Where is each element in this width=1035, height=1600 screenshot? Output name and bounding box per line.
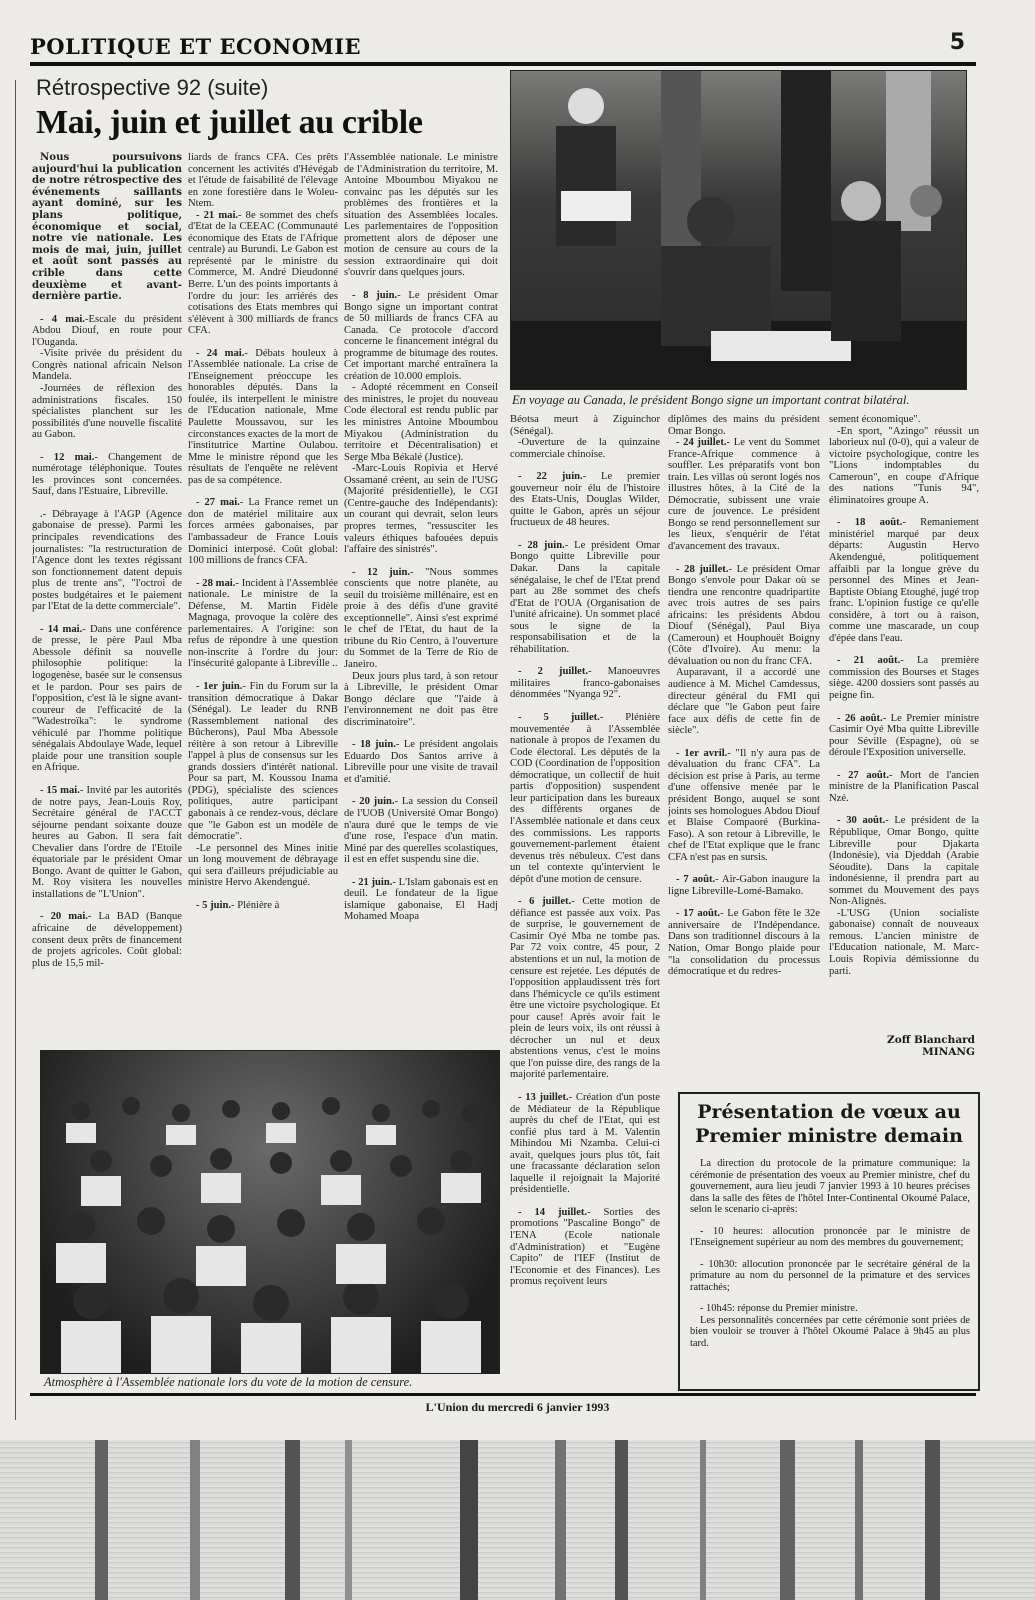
entry-text: - La première commission des Bourses et Stages siège. 4200 dossiers sont passés au peigne fin. — [829, 655, 979, 702]
article-paragraph — [188, 843, 338, 889]
entry-text: La direction du protocole de la primature communique: la cérémonie de présentation des voeux au Premier ministre, chef du gouvernement, aura lieu jeudi 7 janvier 1993 à 10 heures précises dans la salle des fêtes de l'hôtel Inter-Continental Okoumé Palace, selon le scenario ci-après: — [690, 1158, 970, 1215]
entry-text: - 10 heures: allocution prononcée par le ministre de l'Enseignement supérieur au nom des membres du gouvernement; — [690, 1225, 970, 1248]
byline-surname: MINANG — [922, 1046, 975, 1058]
article-paragraph — [344, 463, 498, 555]
article-column-3 — [344, 152, 498, 1050]
entry-text: - Adopté récemment en Conseil des ministres, le projet du nouveau Code électoral est rendu public par les ministres Antoine Mboumbou Miyakou (Administration du territoire et Décentralisation) et Serge Mba Békalé (Justice). — [344, 382, 498, 463]
article-paragraph — [829, 426, 979, 507]
entry-text: .- Débrayage à l'AGP (Agence gabonaise de presse). Parmi les principales revendications des journalistes: "la restructuration de l'Agence dont les textes régissant son fonctionnement datent depuis plus de trente ans", "l'octroi de postes budgétaires et le paiement par l'Etat de la dette commerciale". — [32, 508, 182, 613]
article-paragraph — [829, 815, 979, 907]
entry-date: - 30 août. — [837, 815, 886, 827]
announcement-title-line-2: Premier ministre demain — [695, 1125, 963, 1147]
entry-text: sement économique". — [829, 414, 921, 425]
announcement-box — [678, 1092, 980, 1391]
entry-text: -Ouverture de la quinzaine commerciale chinoise. — [510, 437, 660, 460]
entry-date: - 20 juin. — [352, 796, 395, 808]
entry-text: - Remaniement ministériel marqué par deux départs: Augustin Hervo Akendengué, politiquement affaibli par la longue grève du personnel des Mines et Jean-Baptiste Obiang Etoughé, jugé trop franc. L'opinion fustige ce qu'elle considère, à tort ou à raison, comme une mascarade, un coup d'épée dans l'eau. — [829, 517, 979, 644]
entry-text: - Manoeuvres militaires franco-gabonaises dénommées "Nyanga 92". — [510, 666, 660, 701]
entry-text: Béotsa meurt à Ziguinchor (Sénégal). — [510, 414, 660, 437]
entry-text: - Plénière à — [231, 899, 280, 911]
article-paragraph — [510, 414, 660, 437]
bottom-rule — [30, 1393, 976, 1396]
entry-date: - 5 juillet. — [518, 712, 600, 724]
entry-date: - 24 mai. — [196, 347, 245, 359]
photo-caption-top: En voyage au Canada, le président Bongo signe un important contrat bilatéral. — [512, 393, 910, 407]
article-paragraph — [668, 908, 820, 977]
article-paragraph — [668, 564, 820, 668]
page-number: 5 — [949, 30, 965, 55]
article-paragraph — [344, 877, 498, 923]
article-paragraph — [829, 713, 979, 759]
announcement-paragraph — [690, 1158, 970, 1216]
article-headline: Mai, juin et juillet au crible — [36, 104, 423, 141]
article-paragraph — [510, 712, 660, 885]
entry-text: - Le Premier ministre Casimir Oyé Mba quitte Libreville pour Séville (Espagne), où se déroule l'Exposition universelle. — [829, 712, 979, 759]
entry-text: - "Il n'y aura pas de dévaluation du franc CFA". La décision est prise à Paris, au terme d'une offensive menée par le président Bongo, auquel se sont joints ses homologues Abdou Diouf et Blaise Compaoré (Burkina-Faso). A son retour à Libreville, le chef de l'Etat explique que le franc CFA n'est pas en sursis. — [668, 747, 820, 863]
article-paragraph — [188, 681, 338, 843]
entry-text: - Le président Omar Bongo quitte Libreville pour Dakar. Dans la capitale sénégalaise, le chef de l'Etat prend part au 28e sommet des chefs d'Etat de l'OUA (Organisation de l'unité africaine). Un sommet placé sous le signe de la responsabilisation et de la réhabilitation. — [510, 539, 660, 655]
announcement-paragraph — [690, 1303, 970, 1315]
entry-text: - Le président Omar Bongo signe un important contrat de 50 milliards de francs CFA au Canada. Ce protocole d'accord concerne le financement intégral du programme de bitumage des routes. Cet important marché entraînera la création de 10.000 emplois. — [344, 290, 498, 382]
top-rule — [30, 62, 976, 66]
entry-text: - 10h30: allocution prononcée par le secrétaire général de la primature au nom du personnel de la primature et des services rattachés; — [690, 1258, 970, 1293]
article-column-4 — [510, 414, 660, 1394]
article-column-6 — [829, 414, 979, 1034]
entry-text: -Journées de réflexion des administrations fiscales. 150 spécialistes planchent sur les possibilités d'une nouvelle fiscalité au Gabon. — [32, 383, 182, 441]
entry-text: - La BAD (Banque africaine de développement) consent deux prêts de financement de projets agricoles. Coût global: plus de 15,5 mil- — [32, 911, 182, 969]
photo-caption-bottom: Atmosphère à l'Assemblée nationale lors du vote de la motion de censure. — [44, 1375, 413, 1389]
entry-date: - 13 juillet. — [518, 1091, 569, 1103]
article-paragraph — [510, 666, 660, 701]
article-paragraph — [32, 452, 182, 498]
article-paragraph — [829, 655, 979, 701]
entry-date: - 14 mai. — [40, 623, 83, 635]
entry-text: liards de francs CFA. Ces prêts concernent les activités d'Hévégab et l'étude de faisabilité de l'élevage en zone forestière dans le Woleu-Ntem. — [188, 152, 338, 210]
entry-text: Auparavant, il a accordé une audience à M. Michel Camdessus, directeur général du FMI qui déclare que "le Gabon peut faire face aux défis de cette fin de siècle". — [668, 667, 820, 737]
entry-text: diplômes des mains du président Omar Bongo. — [668, 414, 820, 437]
entry-text: - Fin du Forum sur la transition démocratique à Dakar (Sénégal). Le leader du RNB (Rassemblement national des Bûcherons), Paul Mba Abessole réitère à son retour à Libreville l'appel à plus de consensus sur les grands dossiers d'intérêt national. Pour sa part, M. Koussou Inama (PDG), spécialiste des sciences politiques, autre participant gabonais à ce rendez-vous, déclare que "le Gabon est un modèle de démocratie". — [188, 680, 338, 843]
article-byline — [860, 1034, 975, 1058]
margin-line — [15, 80, 16, 1420]
article-paragraph — [510, 540, 660, 655]
entry-date: - 8 juin. — [352, 290, 398, 302]
entry-date: - 2 juillet. — [518, 666, 589, 678]
article-paragraph — [510, 437, 660, 460]
article-paragraph — [188, 578, 338, 670]
entry-text: - Création d'un poste de Médiateur de la République auprès du chef de l'Etat, qui est confié plus tard à M. Valentin Mihindou Mi Nzamba. Celui-ci avait, quelques jours plus tôt, fait une fracassante déclaration selon laquelle il rejoignait la Majorité présidentielle. — [510, 1091, 660, 1196]
article-kicker: Rétrospective 92 (suite) — [36, 75, 269, 100]
entry-date: - 21 août. — [837, 655, 901, 667]
article-paragraph — [188, 348, 338, 487]
photo-national-assembly-image — [41, 1051, 499, 1373]
entry-text: l'Assemblée nationale. Le ministre de l'Administration du territoire, M. Antoine Mboumbou Miyakou ne convainc pas les députés sur les problèmes des frontières et la situation des Assemblées locales. Les parlementaires de l'opposition promettent alors de déposer une motion de censure au cours de la session extraordinaire qui doit s'ouvrir dans quelques jours. — [344, 152, 498, 279]
entry-date: - 28 juin. — [518, 539, 565, 551]
byline-name: Zoff Blanchard — [887, 1034, 975, 1046]
entry-date: - 14 juillet. — [518, 1206, 588, 1218]
entry-text: -Le personnel des Mines initie un long mouvement de débrayage qui sera d'ailleurs préjudiciable au ministre Hervo Akendengué. — [188, 842, 338, 889]
entry-text: - 10h45: réponse du Premier ministre. — [700, 1303, 858, 1314]
article-paragraph — [32, 383, 182, 441]
photo-contract-signing-image — [511, 71, 966, 389]
article-paragraph — [668, 667, 820, 736]
entry-date: - 12 mai. — [40, 451, 95, 463]
entry-text: - Le président Omar Bongo s'envole pour Dakar où se tiendra une rencontre quadripartite avec trois autres de ses pairs africains: les présidents Abdou Diouf (Sénégal), Paul Biya (Cameroun) et Houphouët Boigny (Côte d'Ivoire). Au menu: la dévaluation ou non du franc CFA. — [668, 563, 820, 667]
entry-date: - 5 juin. — [196, 899, 232, 911]
article-column-2 — [188, 152, 338, 1047]
entry-text: - Sorties des promotions "Pascaline Bongo" de l'ENA (Ecole nationale d'Administration) et "Eugène Capito" de l'IEF (Institut de l'Economie et des Finances). Les promus reçoivent leurs — [510, 1206, 660, 1288]
entry-date: - 26 août. — [837, 712, 883, 724]
announcement-paragraph — [690, 1315, 970, 1350]
article-paragraph — [188, 900, 338, 912]
entry-text: -Marc-Louis Ropivia et Hervé Ossamané créent, au sein de l'USG (Majorité présidentielle), le CGI (Centre-gauche des Indépendants): un courant qui devrait, selon leurs propres termes, "ressusciter les valeurs éthiques bafouées depuis l'affaire des sinistrés". — [344, 463, 498, 556]
entry-text: - Changement de numérotage téléphonique. Toutes les provinces sont concernées. Sauf, dans l'Estuaire, Libreville. — [32, 451, 182, 498]
entry-text: -Visite privée du président du Congrès national africain Nelson Mandela. — [32, 348, 182, 383]
entry-text: - Le premier gouverneur noir élu de l'histoire des Etats-Unis, Douglas Wilder, quitte le Gabon, après un séjour fructueux de 48 heures. — [510, 471, 660, 529]
announcement-paragraph — [690, 1226, 970, 1249]
announcement-paragraph — [690, 1259, 970, 1294]
footer-dateline: L'Union du mercredi 6 janvier 1993 — [425, 1400, 610, 1414]
entry-text: - La session du Conseil de l'UOB (Université Omar Bongo) n'aura duré que le temps de vie d'une rose, l'espace d'un matin. Miné par des querelles scolastiques, il est en effet suspendu sine die. — [344, 796, 498, 866]
entry-date: - 17 août. — [676, 908, 721, 920]
article-paragraph — [829, 517, 979, 644]
entry-date: - 6 juillet. — [518, 896, 572, 908]
article-paragraph — [668, 437, 820, 552]
article-paragraph — [510, 1207, 660, 1288]
entry-text: - Dans une conférence de presse, le père Paul Mba Abessole définit sa nouvelle philosophie politique: la logogenèse, basée sur le consensus et le pardon. Pour ses pairs de l'opposition, c'est là le signe avant-coureur de l'efficacité de la "Wadestroïka": le syndrome véhiculé par l'homme politique sénégalais Abdoulaye Wade, lequel plaide pour une transition souple en Afrique. — [32, 623, 182, 774]
article-paragraph — [668, 748, 820, 863]
article-paragraph — [32, 152, 182, 303]
article-paragraph — [668, 874, 820, 897]
entry-text: Deux jours plus tard, à son retour à Libreville, le président Omar Bongo déclare que "l'aide à l'environnement ne doit pas être discriminatoire". — [344, 670, 498, 728]
article-paragraph — [668, 414, 820, 437]
entry-date: - 21 juin. — [352, 876, 393, 888]
article-paragraph — [344, 671, 498, 729]
entry-date: - 24 juillet. — [676, 437, 727, 449]
entry-text: - La France remet un don de matériel militaire aux forces armées gabonaises, par l'ambassadeur de France Louis Dominici interposé. Coût global: 100 millions de francs CFA. — [188, 497, 338, 567]
entry-date: - 7 août. — [676, 874, 716, 886]
entry-date: - 22 juin. — [518, 471, 583, 483]
article-paragraph — [344, 382, 498, 463]
entry-text: -En sport, "Azingo" réussit un laborieux nul (0-0), qui a valeur de victoire psychologique, contre les "Lions indomptables du Cameroun", en coupe d'Afrique des nations "Tunis 94", éliminatoires groupe A. — [829, 425, 979, 506]
entry-text: - Plénière mouvementée à l'Assemblée nationale à propos de l'examen du Code électoral. Les députés de la COD (Coordination de l'opposition démocratique, un collectif de huit partis d'opposition) suspendent leur participation dans les bureaux des différents organes de l'Assemblée nationale et dans ceux des commissions. Les rapports gouvernement-parlement étaient devenus très nébuleux. C'est dans un tel contexte qu'intervient le dépôt d'une motion de censure. — [510, 712, 660, 885]
entry-text: - L'Islam gabonais est en deuil. Le fondateur de la ligue islamique gabonaise, El Hadj Mohamed Moapa — [344, 876, 498, 923]
photo-national-assembly — [40, 1050, 500, 1374]
intro-text: Nous poursuivons aujourd'hui la publication de notre rétrospective des événements saillants ayant dominé, sur les plans politique, économique et social, notre vie nationale. Les mois de mai, juin, juillet et août sont passés au crible dans cette deuxième et avant-dernière partie. — [32, 152, 182, 303]
article-paragraph — [829, 770, 979, 805]
entry-date: - 1er avril. — [676, 747, 728, 759]
entry-text: - Mort de l'ancien ministre de la Planification Pascal Nzé. — [829, 769, 979, 804]
entry-text: - Cette motion de défiance est passée aux voix. Pas de surprise, le gouvernement de Casimir Oyé Mba ne tombe pas. Par 72 voix contre, 45 pour, 2 abstentions et un nul, la motion de censure est rejetée. Les députés de l'opposition applaudissent très fort dans l'hémicycle ce qu'ils estiment être une victoire psychologique. Et pour cause! Après avoir fait le plein de leurs voix, ils ont réussi à décrocher un nul et deux abstentions venus, c'est le moins que l'on puisse dire, des rangs de la majorité parlementaire. — [510, 896, 660, 1081]
article-paragraph — [32, 348, 182, 383]
article-paragraph — [32, 911, 182, 969]
article-paragraph — [188, 152, 338, 210]
article-column-5 — [668, 414, 820, 1079]
entry-text: - "Nous sommes conscients que notre planète, au seuil du troisième millénaire, est en proie à des défis d'une gravité exceptionnelle". Ainsi s'est exprimé le chef de l'Etat, du haut de la tribune du Rio Centro, à l'ouverture du Sommet de la Terre de Rio de Janeiro. — [344, 566, 498, 670]
entry-text: - Débats houleux à l'Assemblée nationale. La crise de l'Enseignement préoccupe les honorables députés. Dans la foulée, ils interpellent le ministre de l'Education nationale, Mme Paulette Moussavou, sur les circonstances exactes de la mort de l'institutrice Martine Oulabou. Mme le ministre répond que les résultats de l'enquête ne relèvent pas de sa compétence. — [188, 347, 338, 486]
announcement-title — [680, 1100, 978, 1148]
entry-text: - Incident à l'Assemblée nationale. Le ministre de la Défense, M. Martin Fidèle Magnaga, provoque la colère des parlementaires. A l'origine: son refus de répondre à une question non-inscrite à l'ordre du jour: l'insécurité galopante à Libreville .. — [188, 577, 338, 670]
entry-date: - 4 mai. — [40, 313, 85, 325]
article-paragraph — [510, 471, 660, 529]
article-column-1 — [32, 152, 182, 1047]
photo-contract-signing — [510, 70, 967, 390]
entry-date: - 21 mai. — [196, 209, 239, 221]
entry-date: - 1er juin. — [196, 680, 243, 692]
article-paragraph — [344, 567, 498, 671]
entry-text: - Air-Gabon inaugure la ligne Libreville-Lomé-Bamako. — [668, 874, 820, 897]
entry-text: - Le président de la République, Omar Bongo, quitte Libreville pour Djakarta (Indonésie), via Djeddah (Arabie Séoudite). Dans la capitale indonésienne, il prendra part au sommet du Mouvement des pays Non-Alignés. — [829, 815, 979, 908]
entry-text: - Le vent du Sommet France-Afrique commence à souffler. Les préparatifs vont bon train. Les villas où seront logés nos illustres hôtes, à la Cité de la Démocratie, subissent une vraie cure de jouvence. Le président Bongo se rend personnellement sur les lieux, s'enquérir de l'état d'avancement des travaux. — [668, 437, 820, 553]
entry-text: -Escale du président Abdou Diouf, en route pour l'Ouganda. — [32, 313, 182, 348]
entry-text: - Le Gabon fête le 32e anniversaire de l'Indépendance. Dans son traditionnel discours à la Nation, Omar Bongo plaide pour "la consolidation du processus démocratique et du redres- — [668, 908, 820, 978]
article-paragraph — [510, 896, 660, 1081]
entry-date: - 18 août. — [837, 517, 903, 529]
article-paragraph — [32, 785, 182, 900]
article-paragraph — [344, 152, 498, 279]
entry-date: - 12 juin. — [352, 566, 411, 578]
article-paragraph — [344, 290, 498, 382]
announcement-body — [690, 1158, 970, 1349]
article-paragraph — [344, 739, 498, 785]
entry-date: - 15 mai. — [40, 784, 80, 796]
announcement-title-line-1: Présentation de vœux au — [697, 1101, 961, 1123]
entry-date: - 28 mai. — [196, 577, 236, 589]
article-paragraph — [829, 414, 979, 426]
article-paragraph — [32, 624, 182, 774]
article-paragraph — [510, 1092, 660, 1196]
article-paragraph — [344, 796, 498, 865]
entry-date: - 27 août. — [837, 769, 889, 781]
entry-text: Les personnalités concernées par cette cérémonie sont priées de bien vouloir se trouver à l'hôtel Okoumé Palace à 9h45 au plus tard. — [690, 1314, 970, 1349]
entry-date: - 18 juin. — [352, 739, 396, 751]
article-paragraph — [188, 497, 338, 566]
section-title: POLITIQUE ET ECONOMIE — [30, 34, 362, 59]
entry-text: - Invité par les autorités de notre pays, Jean-Louis Roy, Secrétaire général de l'ACCT séjourne pendant soixante douze heures au Gabon. Il sera fait Chevalier dans l'ordre de l'Etoile équatoriale par le président Omar Bongo. Avant de quitter le Gabon, M. Roy visitera les nouvelles installations de "L'Union". — [32, 784, 182, 900]
scan-artifact-strip — [0, 1440, 1035, 1600]
article-paragraph — [829, 908, 979, 977]
entry-date: - 28 juillet. — [676, 563, 729, 575]
entry-date: - 20 mai. — [40, 911, 88, 923]
entry-text: -L'USG (Union socialiste gabonaise) connaît de nouveaux remous. L'ancien ministre de l'Education nationale, M. Marc-Louis Ropivia démissionne du parti. — [829, 907, 979, 977]
article-paragraph — [188, 210, 338, 337]
entry-text: - Le président angolais Eduardo Dos Santos arrive à Libreville pour une visite de travail et d'amitié. — [344, 739, 498, 785]
article-paragraph — [32, 314, 182, 349]
entry-date: - 27 mai. — [196, 497, 240, 509]
entry-text: - 8e sommet des chefs d'Etat de la CEEAC (Communauté économique des Etats de l'Afrique centrale) au Burundi. Le Gabon est représenté par le ministre du Commerce, M. André Dieudonné Berre. L'un des points importants à l'ordre du jour: les arriérés des cotisations des Etats membres qui s'élèvent à 300 milliards de francs CFA. — [188, 209, 338, 337]
article-paragraph — [32, 509, 182, 613]
